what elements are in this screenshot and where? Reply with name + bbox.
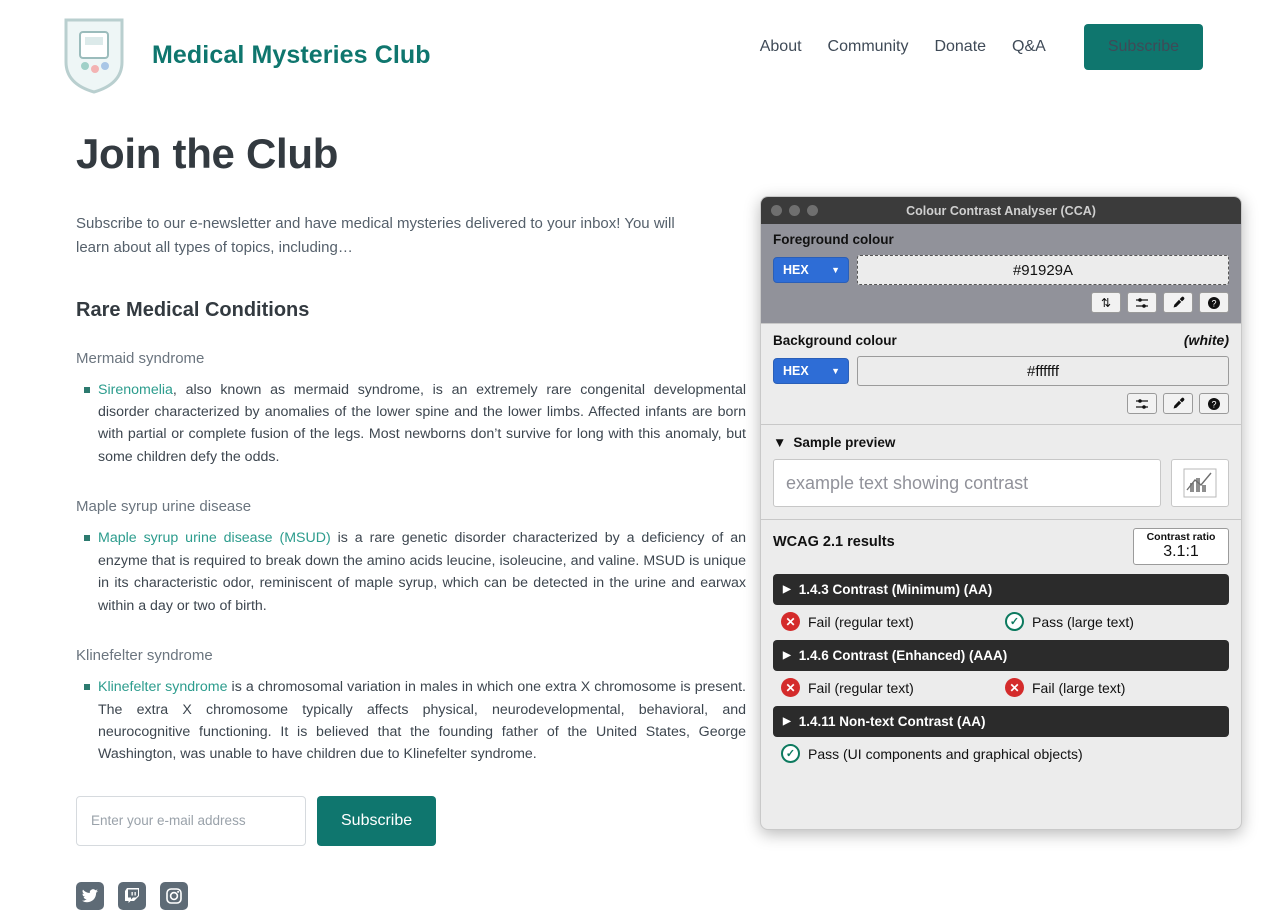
chevron-down-icon: ▼ (831, 366, 840, 376)
help-icon[interactable] (1199, 393, 1229, 414)
sample-preview-panel (761, 425, 1241, 519)
wcag-results-title: WCAG 2.1 results (773, 534, 895, 550)
wcag-results-panel (761, 520, 1241, 775)
social-links (76, 882, 736, 910)
pass-icon: ✓ (1005, 612, 1024, 631)
fail-icon: ✕ (1005, 678, 1024, 697)
sample-graphic-icon (1171, 459, 1229, 507)
condition-link-2[interactable]: Maple syrup urine disease (MSUD) (98, 530, 331, 547)
condition-list-2 (76, 527, 746, 617)
background-format-select[interactable] (773, 358, 849, 384)
cca-window-title: Colour Contrast Analyser (CCA) (906, 203, 1096, 218)
eyedropper-icon[interactable] (1163, 292, 1193, 313)
list-item (98, 527, 746, 617)
sample-preview-label: Sample preview (793, 435, 896, 450)
main-nav (760, 24, 1203, 70)
condition-body-2: is a rare genetic disorder characterized by a deficiency of an enzyme that is required to break down the amino acids leucine, isoleucine, and valine. MSUD is unique in its characteristic odor, reminiscent of maple syrup, which can be detected in the urine and earwax within a day or two of birth. (98, 530, 746, 614)
list-item (98, 676, 746, 766)
criterion-143-header[interactable] (773, 574, 1229, 605)
triangle-down-icon: ▼ (773, 435, 787, 450)
criterion-146-label: 1.4.6 Contrast (Enhanced) (AAA) (798, 648, 1008, 663)
foreground-label: Foreground colour (773, 232, 894, 247)
result-143-large-label: Pass (large text) (1032, 613, 1134, 630)
email-field[interactable] (76, 796, 306, 846)
brand[interactable] (60, 14, 431, 96)
condition-heading-3: Klinefelter syndrome (76, 647, 213, 665)
contrast-ratio-box (1133, 528, 1229, 565)
criterion-143-results (773, 612, 1229, 631)
list-item (98, 379, 746, 469)
foreground-row (773, 255, 1229, 285)
result-143-regular-label: Fail (regular text) (808, 613, 914, 630)
foreground-panel (761, 224, 1241, 323)
twitch-icon[interactable] (118, 882, 146, 910)
foreground-hex-input[interactable]: #91929A (857, 255, 1229, 285)
nav-item-donate[interactable]: Donate (934, 38, 987, 55)
result-146-regular (781, 678, 1005, 697)
condition-heading-2: Maple syrup urine disease (76, 498, 252, 516)
criterion-1411-label: 1.4.11 Non-text Contrast (AA) (798, 714, 986, 729)
instagram-icon[interactable] (160, 882, 188, 910)
background-note: (white) (1183, 332, 1229, 348)
background-label: Background colour (773, 333, 897, 348)
main-content (76, 130, 746, 910)
result-1411-nontext (781, 744, 1083, 763)
intro-paragraph: Subscribe to our e-newsletter and have medical mysteries delivered to your inbox! You will learn about all types of topics, including… (76, 215, 675, 257)
page-title: Join the Club (76, 130, 339, 177)
background-hex-input[interactable]: #ffffff (857, 356, 1229, 386)
nav-item-qa[interactable]: Q&A (1012, 38, 1046, 55)
nav-item-about[interactable]: About (759, 38, 802, 55)
help-icon[interactable] (1199, 292, 1229, 313)
eyedropper-icon[interactable] (1163, 393, 1193, 414)
background-format-value: HEX (783, 364, 809, 378)
triangle-right-icon: ▶ (783, 584, 791, 595)
condition-list-3 (76, 676, 746, 766)
foreground-format-select[interactable] (773, 257, 849, 283)
condition-heading-1: Mermaid syndrome (76, 349, 205, 367)
condition-link-1[interactable]: Sirenomelia (98, 381, 173, 398)
subscribe-button[interactable]: Subscribe (317, 796, 436, 846)
criterion-143-label: 1.4.3 Contrast (Minimum) (AA) (798, 582, 993, 597)
svg-text:?: ? (1211, 298, 1217, 308)
chevron-down-icon: ▼ (831, 265, 840, 275)
background-panel (761, 324, 1241, 424)
result-146-large (1005, 678, 1229, 697)
result-146-large-label: Fail (large text) (1032, 679, 1126, 696)
nav-item-community[interactable]: Community (827, 38, 909, 55)
result-146-regular-label: Fail (regular text) (808, 679, 914, 696)
condition-body-3: is a chromosomal variation in males in which one extra X chromosome is present. The extra X chromosome typically affects physical, neurodevelopmental, behavioral, and neurocognitive functioning. It is believed that the founding father of the United States, George Washington, was unable to have children due to Klinefelter syndrome. (98, 679, 746, 763)
subscribe-form (76, 796, 736, 846)
criterion-1411-header[interactable] (773, 706, 1229, 737)
condition-link-3[interactable]: Klinefelter syndrome (98, 679, 228, 696)
swap-colours-icon[interactable]: ⇅ (1091, 292, 1121, 313)
site-header (0, 0, 1275, 96)
sliders-icon[interactable] (1127, 292, 1157, 313)
cca-window (760, 196, 1242, 830)
cca-titlebar[interactable] (761, 197, 1241, 224)
result-143-regular (781, 612, 1005, 631)
foreground-tools (773, 292, 1229, 313)
contrast-ratio-value: 3.1:1 (1163, 543, 1199, 560)
triangle-right-icon: ▶ (783, 650, 791, 661)
contrast-ratio-label: Contrast ratio (1146, 531, 1216, 543)
pass-icon: ✓ (781, 744, 800, 763)
svg-text:?: ? (1211, 399, 1217, 409)
sample-preview-header[interactable] (773, 435, 1229, 450)
club-logo-icon (60, 14, 128, 96)
nav-subscribe-button[interactable]: Subscribe (1084, 24, 1203, 70)
twitter-icon[interactable] (76, 882, 104, 910)
background-row (773, 356, 1229, 386)
fail-icon: ✕ (781, 678, 800, 697)
condition-body-1: , also known as mermaid syndrome, is an extremely rare congenital developmental disorder characterized by anomalies of the lower spine and the lower limbs. Affected infants are born with partial or complete fusion of the legs. Most newborns don’t survive for long with this anomaly, but some children defy the odds. (98, 381, 746, 465)
result-1411-nontext-label: Pass (UI components and graphical objects) (808, 745, 1083, 762)
sliders-icon[interactable] (1127, 393, 1157, 414)
criterion-146-results (773, 678, 1229, 697)
criterion-146-header[interactable] (773, 640, 1229, 671)
triangle-right-icon: ▶ (783, 716, 791, 727)
condition-list-1 (76, 379, 746, 469)
criterion-1411-results (773, 744, 1229, 763)
section-title: Rare Medical Conditions (76, 298, 310, 321)
result-143-large (1005, 612, 1229, 631)
sample-text-box: example text showing contrast (773, 459, 1161, 507)
foreground-format-value: HEX (783, 263, 809, 277)
background-tools (773, 393, 1229, 414)
brand-title: Medical Mysteries Club (152, 40, 431, 69)
fail-icon: ✕ (781, 612, 800, 631)
